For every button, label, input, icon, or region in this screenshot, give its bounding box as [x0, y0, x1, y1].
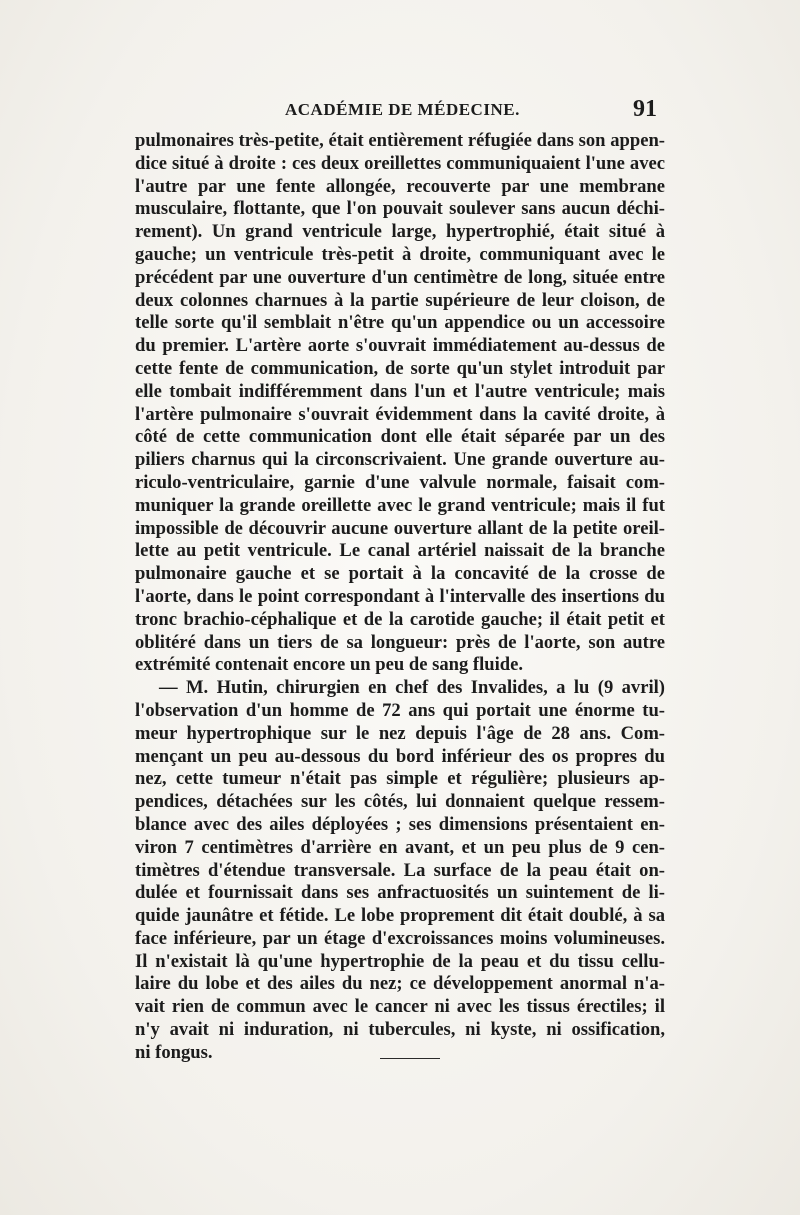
text-line: face inférieure, par un étage d'excroissances moins volumineuses. — [135, 927, 665, 949]
text-line: pulmonaires très-petite, était entièrement réfugiée dans son appen- — [135, 130, 665, 151]
text-line: du premier. L'artère aorte s'ouvrait immédiatement au-dessus de — [135, 335, 665, 357]
text-line: meur hypertrophique sur le nez depuis l'âge de 28 ans. Com- — [135, 722, 665, 744]
text-line: cette fente de communication, de sorte qu'un stylet introduit par — [135, 357, 665, 379]
text-line: laire du lobe et des ailes du nez; ce développement anormal n'a- — [135, 973, 665, 995]
text-line: nez, cette tumeur n'était pas simple et régulière; plusieurs ap- — [135, 768, 665, 790]
section-divider — [380, 1058, 440, 1059]
text-line: deux colonnes charnues à la partie supérieure de leur cloison, de — [135, 289, 665, 311]
text-line: oblitéré dans un tiers de sa longueur: près de l'aorte, son autre — [135, 631, 665, 653]
text-line: lette au petit ventricule. Le canal artériel naissait de la branche — [135, 540, 665, 562]
text-line: vait rien de commun avec le cancer ni avec les tissus érectiles; il — [135, 996, 665, 1018]
text-line: muniquer la grande oreillette avec le grand ventricule; mais il fut — [135, 494, 665, 516]
body-text — [135, 130, 665, 1065]
text-line: Il n'existait là qu'une hypertrophie de la peau et du tissu cellu- — [135, 950, 665, 972]
text-line: mençant un peu au-dessous du bord inférieur des os propres du — [135, 745, 665, 767]
text-line: telle sorte qu'il semblait n'être qu'un appendice ou un accessoire — [135, 312, 665, 334]
text-line: timètres d'étendue transversale. La surface de la peau était on- — [135, 859, 665, 881]
text-line: gauche; un ventricule très-petit à droite, communiquant avec le — [135, 243, 665, 265]
text-line: dice situé à droite : ces deux oreillettes communiquaient l'une avec — [135, 152, 665, 174]
text-line: rement). Un grand ventricule large, hypertrophié, était situé à — [135, 221, 665, 243]
text-line: tronc brachio-céphalique et de la carotide gauche; il était petit et — [135, 608, 665, 630]
text-line: n'y avait ni induration, ni tubercules, ni kyste, ni ossification, — [135, 1019, 665, 1041]
text-line: impossible de découvrir aucune ouverture allant de la petite oreil- — [135, 517, 665, 539]
text-line: précédent par une ouverture d'un centimètre de long, située entre — [135, 266, 665, 288]
page-header — [135, 96, 665, 126]
text-line: dulée et fournissait dans ses anfractuosités un suintement de li- — [135, 882, 665, 904]
text-line: viron 7 centimètres d'arrière en avant, et un peu plus de 9 cen- — [135, 836, 665, 858]
text-line: piliers charnus qui la circonscrivaient. Une grande ouverture au- — [135, 449, 665, 471]
running-title: ACADÉMIE DE MÉDECINE. — [285, 100, 520, 119]
text-line: côté de cette communication dont elle était séparée par un des — [135, 426, 665, 448]
page-number: 91 — [633, 96, 657, 122]
text-line: extrémité contenait encore un peu de sang fluide. — [135, 654, 524, 676]
text-line: l'observation d'un homme de 72 ans qui portait une énorme tu- — [135, 699, 665, 721]
text-line: ni fongus. — [135, 1041, 213, 1063]
text-line: l'artère pulmonaire s'ouvrait évidemment dans la cavité droite, à — [135, 403, 665, 425]
text-line: pendices, détachées sur les côtés, lui donnaient quelque ressem- — [135, 791, 665, 813]
text-line: elle tombait indifféremment dans l'un et l'autre ventricule; mais — [135, 380, 665, 402]
text-line: riculo-ventriculaire, garnie d'une valvule normale, faisait com- — [135, 471, 665, 493]
text-line: l'autre par une fente allongée, recouverte par une membrane — [135, 175, 665, 197]
text-line: pulmonaire gauche et se portait à la concavité de la crosse de — [135, 563, 665, 585]
text-line: — M. Hutin, chirurgien en chef des Invalides, a lu (9 avril) — [159, 677, 665, 699]
text-line: quide jaunâtre et fétide. Le lobe proprement dit était doublé, à sa — [135, 905, 665, 927]
text-line: l'aorte, dans le point correspondant à l'intervalle des insertions du — [135, 585, 665, 607]
text-line: musculaire, flottante, que l'on pouvait soulever sans aucun déchi- — [135, 198, 665, 220]
text-line: blance avec des ailes déployées ; ses dimensions présentaient en- — [135, 813, 665, 835]
